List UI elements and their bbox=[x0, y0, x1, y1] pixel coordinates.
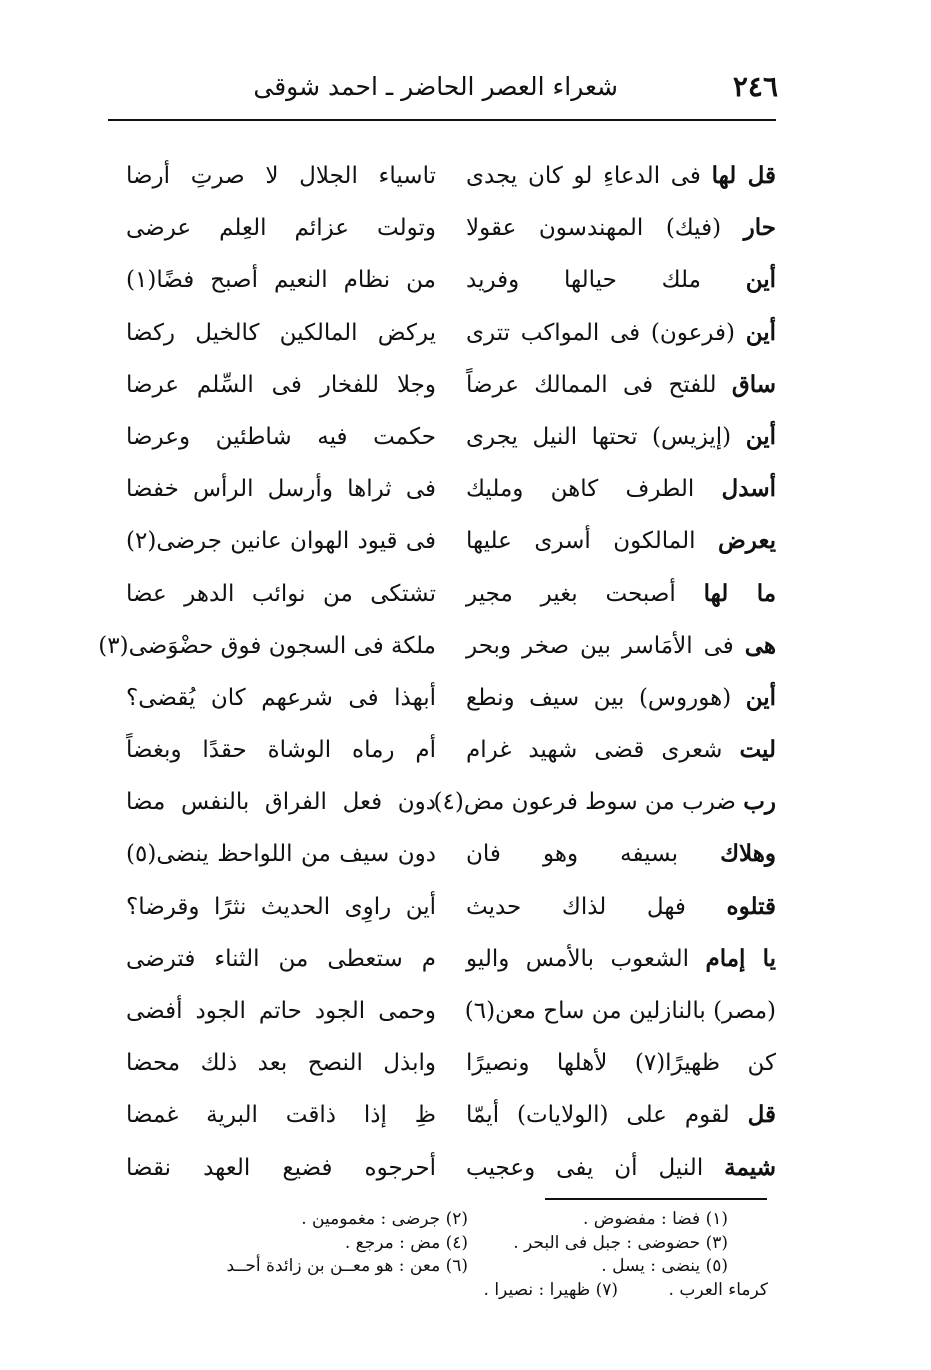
verse-lead-word: ساق bbox=[731, 370, 776, 398]
right-verse-line bbox=[466, 359, 776, 411]
right-verse-line bbox=[466, 1142, 776, 1194]
right-verse-line bbox=[466, 933, 776, 985]
footnotes bbox=[96, 1208, 768, 1302]
running-title: شعراء العصر الحاضر ـ احمد شوقى bbox=[253, 72, 618, 101]
left-verse-line: أبهذا فى شرعهم كان يُقضى؟ bbox=[126, 684, 436, 711]
left-verse-line: أحرجوه فضيع العهد نقضا bbox=[126, 1154, 436, 1181]
verse-lead-word: رب bbox=[743, 788, 776, 816]
verse-text: (هوروس) بين سيف ونطع bbox=[466, 684, 732, 711]
right-verse-line bbox=[466, 254, 776, 306]
footnote-7: (٧) ظهيرا : نصيرا . bbox=[483, 1279, 618, 1300]
verse-text: الطرف كاهن ومليك bbox=[466, 476, 695, 503]
verse-lead-word: أسدل bbox=[721, 475, 776, 503]
right-verse-column bbox=[433, 150, 777, 1194]
left-verse-line: تشتكى من نوائب الدهر عضا bbox=[126, 580, 436, 607]
left-verse-line: وتولت عزائم العِلم عرضى bbox=[126, 215, 436, 242]
verse-text: (مصر) بالنازلين من ساح معن(٦) bbox=[464, 998, 776, 1024]
header-rule bbox=[108, 119, 776, 121]
verse-text: ضرب من سوط فرعون مض(٤) bbox=[433, 789, 736, 816]
verse-text: المالكون أسرى عليها bbox=[466, 528, 696, 555]
verse-lead-word: هى bbox=[744, 631, 776, 659]
right-verse-line bbox=[466, 828, 776, 880]
page-header bbox=[108, 70, 778, 114]
verse-lead-word: قتلوه bbox=[726, 892, 777, 920]
left-verse-line: فى ثراها وأرسل الرأس خفضا bbox=[126, 476, 436, 503]
verse-lead-word: شيمة bbox=[724, 1153, 777, 1181]
footnote-6-continued: كرماء العرب . bbox=[668, 1279, 768, 1300]
right-verse-line bbox=[466, 672, 776, 724]
verse-lead-word: وهلاك bbox=[720, 840, 776, 868]
right-verse-line bbox=[466, 620, 776, 672]
right-verse-line bbox=[466, 1037, 776, 1089]
verse-lead-word: حار bbox=[743, 214, 776, 242]
right-verse-line bbox=[466, 515, 776, 567]
verse-lead-word: يا إمام bbox=[705, 944, 777, 972]
verse-text: لقوم على (الولايات) أيمّا bbox=[466, 1102, 730, 1129]
verse-text: فى الدعاءِ لو كان يجدى bbox=[466, 163, 701, 189]
footnote-row bbox=[96, 1232, 768, 1256]
verse-text: كن ظهيرًا(٧) لأهلها ونصيرًا bbox=[466, 1050, 776, 1077]
left-verse-line: ظِ إذا ذاقت البرية غمضا bbox=[126, 1102, 436, 1129]
right-verse-line bbox=[466, 985, 776, 1037]
verse-text: للفتح فى الممالك عرضاً bbox=[466, 371, 717, 398]
left-verse-line: تاسياء الجلال لا صرتِ أرضا bbox=[126, 163, 436, 189]
right-verse-line bbox=[433, 776, 776, 828]
right-verse-line bbox=[466, 881, 776, 933]
footnote-5: (٥) ينضى : يسل . bbox=[601, 1256, 728, 1276]
verse-text: فى الأمَاسر بين صخر وبحر bbox=[466, 632, 734, 659]
footnote-2: (٢) جرضى : مغمومين . bbox=[301, 1209, 468, 1229]
left-verse-line: فى قيود الهوان عانين جرضى(٢) bbox=[126, 528, 436, 555]
verse-text: (فرعون) فى المواكب تترى bbox=[466, 319, 735, 346]
left-verse-line: أم رماه الوشاة حقدًا وبغضاً bbox=[126, 737, 436, 764]
verse-lead-word: أين bbox=[745, 683, 777, 711]
verse-text: النيل أن يفى وعجيب bbox=[466, 1154, 704, 1181]
left-verse-line: وحمى الجود حاتم الجود أفضى bbox=[126, 998, 436, 1024]
left-verse-line: دون سيف من اللواحظ ينضى(٥) bbox=[126, 841, 436, 868]
footnote-rule bbox=[545, 1198, 767, 1200]
verse-text: شعرى قضى شهيد غرام bbox=[466, 737, 723, 764]
right-verse-line bbox=[466, 724, 776, 776]
verse-lead-word: يعرض bbox=[718, 527, 776, 555]
page-number: ٢٤٦ bbox=[732, 70, 778, 103]
left-verse-column bbox=[98, 150, 436, 1194]
verse-lead-word: أين bbox=[745, 422, 776, 450]
left-verse-line: أين راوِى الحديث نثرًا وقرضا؟ bbox=[126, 893, 436, 920]
left-verse-line: ملكة فى السجون فوق حضْوَضى(٣) bbox=[98, 632, 436, 659]
right-verse-line bbox=[466, 1089, 776, 1141]
footnote-1: (١) فضا : مفضوض . bbox=[583, 1209, 728, 1229]
left-verse-line: وجلا للفخار فى السِّلم عرضا bbox=[126, 371, 436, 398]
right-verse-line bbox=[466, 463, 776, 515]
verse-text: أصبحت بغير مجير bbox=[466, 580, 676, 607]
left-verse-line: دون فعل الفراق بالنفس مضا bbox=[126, 789, 436, 816]
verse-text: بسيفه وهو فان bbox=[466, 841, 678, 868]
verse-lead-word: أين bbox=[745, 266, 776, 294]
left-verse-line: يركض المالكين كالخيل ركضا bbox=[126, 319, 436, 346]
verse-text: الشعوب بالأمس واليو bbox=[466, 945, 689, 972]
right-verse-line bbox=[466, 307, 776, 359]
verse-text: (إيزيس) تحتها النيل يجرى bbox=[466, 423, 732, 450]
footnote-3: (٣) حضوضى : جبل فى البحر . bbox=[513, 1232, 728, 1253]
footnote-6: (٦) معن : هو معــن بن زائدة أحــد bbox=[226, 1256, 468, 1276]
verse-lead-word: أين bbox=[745, 318, 776, 346]
footnote-row bbox=[96, 1279, 768, 1303]
verse-text: ملك حيالها وفريد bbox=[466, 267, 701, 294]
left-verse-line: م ستعطى من الثناء فترضى bbox=[126, 945, 436, 972]
right-verse-line bbox=[466, 202, 776, 254]
verse-text: (فيك) المهندسون عقولا bbox=[466, 215, 722, 242]
footnote-4: (٤) مض : مرجع . bbox=[344, 1232, 468, 1253]
footnote-row bbox=[96, 1255, 768, 1279]
right-verse-line bbox=[466, 150, 776, 202]
verse-lead-word: ليت bbox=[739, 736, 776, 764]
verse-lead-word: قل bbox=[747, 1101, 776, 1129]
right-verse-line bbox=[466, 411, 776, 463]
verse-lead-word: ما لها bbox=[703, 579, 777, 607]
left-verse-line: وابذل النصح بعد ذلك محضا bbox=[126, 1050, 436, 1077]
footnote-row bbox=[96, 1208, 768, 1232]
left-verse-line: حكمت فيه شاطئين وعرضا bbox=[126, 423, 436, 450]
right-verse-line bbox=[466, 568, 776, 620]
left-verse-line: من نظام النعيم أصبح فضًا(١) bbox=[126, 267, 436, 294]
verse-lead-word: قل لها bbox=[711, 162, 776, 189]
verse-text: فهل لذاك حديث bbox=[466, 893, 686, 920]
